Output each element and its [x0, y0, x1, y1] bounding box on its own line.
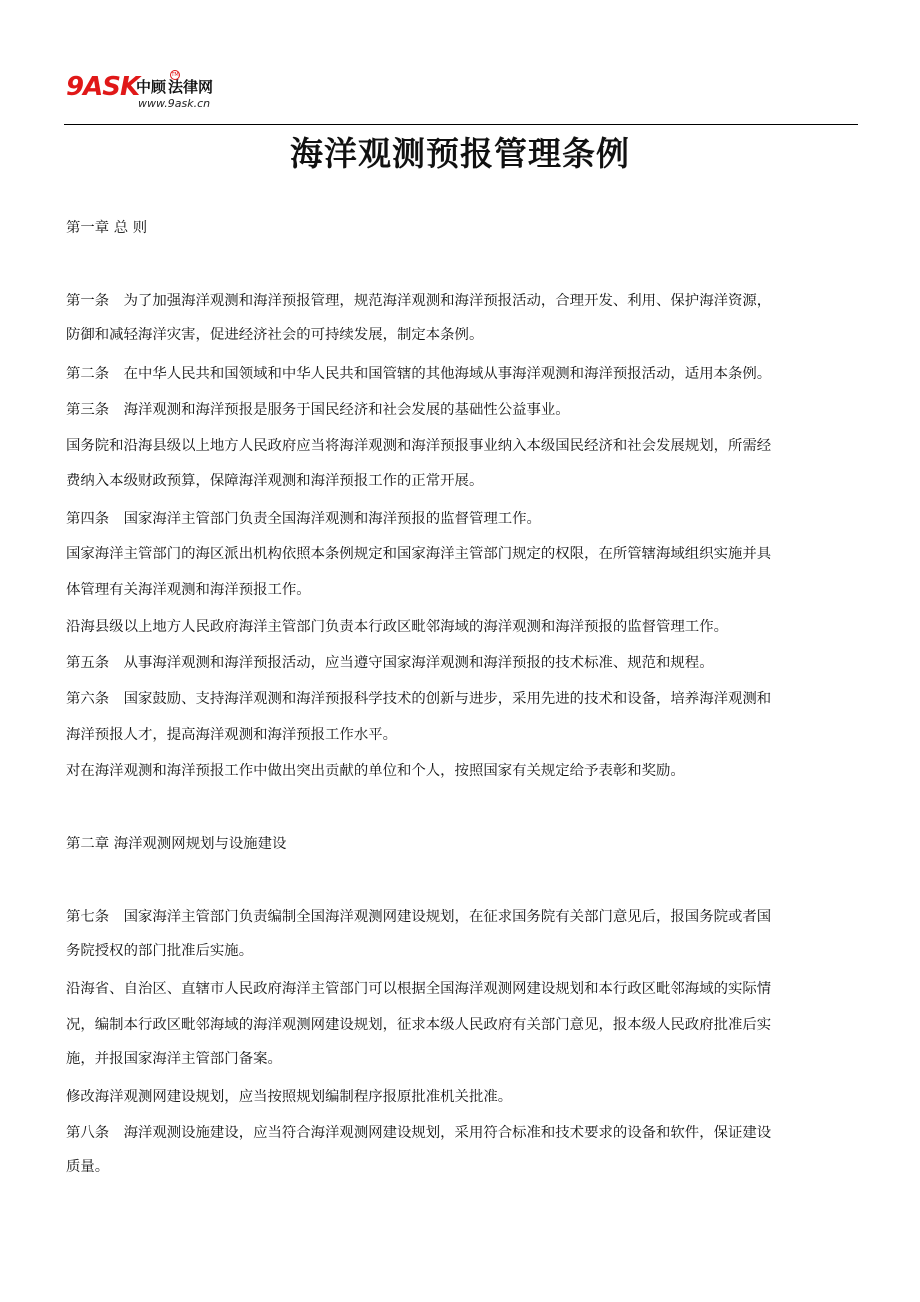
logo-falvwang: 法律网 — [168, 78, 214, 96]
text-line: 况，编制本行政区毗邻海域的海洋观测网建设规划，征求本级人民政府有关部门意见，报本级人民政府批准后实 — [66, 1017, 772, 1033]
text-line: 施，并报国家海洋主管部门备案。 — [66, 1051, 282, 1067]
text-line: 第六条 国家鼓励、支持海洋观测和海洋预报科学技术的创新与进步，采用先进的技术和设备，培养海洋观测和 — [66, 691, 772, 707]
logo-mark: 9ASK — [66, 72, 140, 102]
logo-zhonggu: 中顾 — [136, 78, 167, 96]
text-line: 第四条 国家海洋主管部门负责全国海洋观测和海洋预报的监督管理工作。 — [66, 511, 541, 527]
site-logo[interactable] — [66, 70, 266, 120]
text-line: 海洋预报人才，提高海洋观测和海洋预报工作水平。 — [66, 727, 397, 743]
text-line: 务院授权的部门批准后实施。 — [66, 943, 254, 959]
chapter-heading: 第一章 总 则 — [66, 220, 148, 236]
text-line: 费纳入本级财政预算，保障海洋观测和海洋预报工作的正常开展。 — [66, 473, 484, 489]
text-line: 沿海县级以上地方人民政府海洋主管部门负责本行政区毗邻海域的海洋观测和海洋预报的监督管理工作。 — [66, 619, 728, 635]
text-line: 第五条 从事海洋观测和海洋预报活动，应当遵守国家海洋观测和海洋预报的技术标准、规范和规程。 — [66, 655, 714, 671]
logo-url: www.9ask.cn — [138, 97, 211, 110]
text-line: 第二条 在中华人民共和国领域和中华人民共和国管辖的其他海域从事海洋观测和海洋预报活动，适用本条例。 — [66, 366, 772, 382]
text-line: 对在海洋观测和海洋预报工作中做出突出贡献的单位和个人，按照国家有关规定给予表彰和奖励。 — [66, 763, 685, 779]
text-line: 第一条 为了加强海洋观测和海洋预报管理，规范海洋观测和海洋预报活动，合理开发、利用、保护海洋资源， — [66, 293, 772, 309]
document-title: 海洋观测预报管理条例 — [290, 134, 630, 173]
chapter-heading: 第二章 海洋观测网规划与设施建设 — [66, 836, 287, 852]
text-line: 国家海洋主管部门的海区派出机构依照本条例规定和国家海洋主管部门规定的权限，在所管辖海域组织实施并具 — [66, 546, 772, 562]
text-line: 国务院和沿海县级以上地方人民政府应当将海洋观测和海洋预报事业纳入本级国民经济和社会发展规划，所需经 — [66, 438, 772, 454]
text-line: 第八条 海洋观测设施建设，应当符合海洋观测网建设规划，采用符合标准和技术要求的设备和软件，保证建设 — [66, 1125, 772, 1141]
text-line: 沿海省、自治区、直辖市人民政府海洋主管部门可以根据全国海洋观测网建设规划和本行政区毗邻海域的实际情 — [66, 981, 772, 997]
text-line: 体管理有关海洋观测和海洋预报工作。 — [66, 582, 311, 598]
trademark-icon: TM — [171, 72, 179, 78]
header-divider — [64, 124, 858, 125]
text-line: 质量。 — [66, 1159, 110, 1175]
text-line: 修改海洋观测网建设规划，应当按照规划编制程序报原批准机关批准。 — [66, 1089, 513, 1105]
text-line: 防御和减轻海洋灾害，促进经济社会的可持续发展，制定本条例。 — [66, 327, 484, 343]
text-line: 第七条 国家海洋主管部门负责编制全国海洋观测网建设规划，在征求国务院有关部门意见后，报国务院或者国 — [66, 909, 772, 925]
text-line: 第三条 海洋观测和海洋预报是服务于国民经济和社会发展的基础性公益事业。 — [66, 402, 570, 418]
